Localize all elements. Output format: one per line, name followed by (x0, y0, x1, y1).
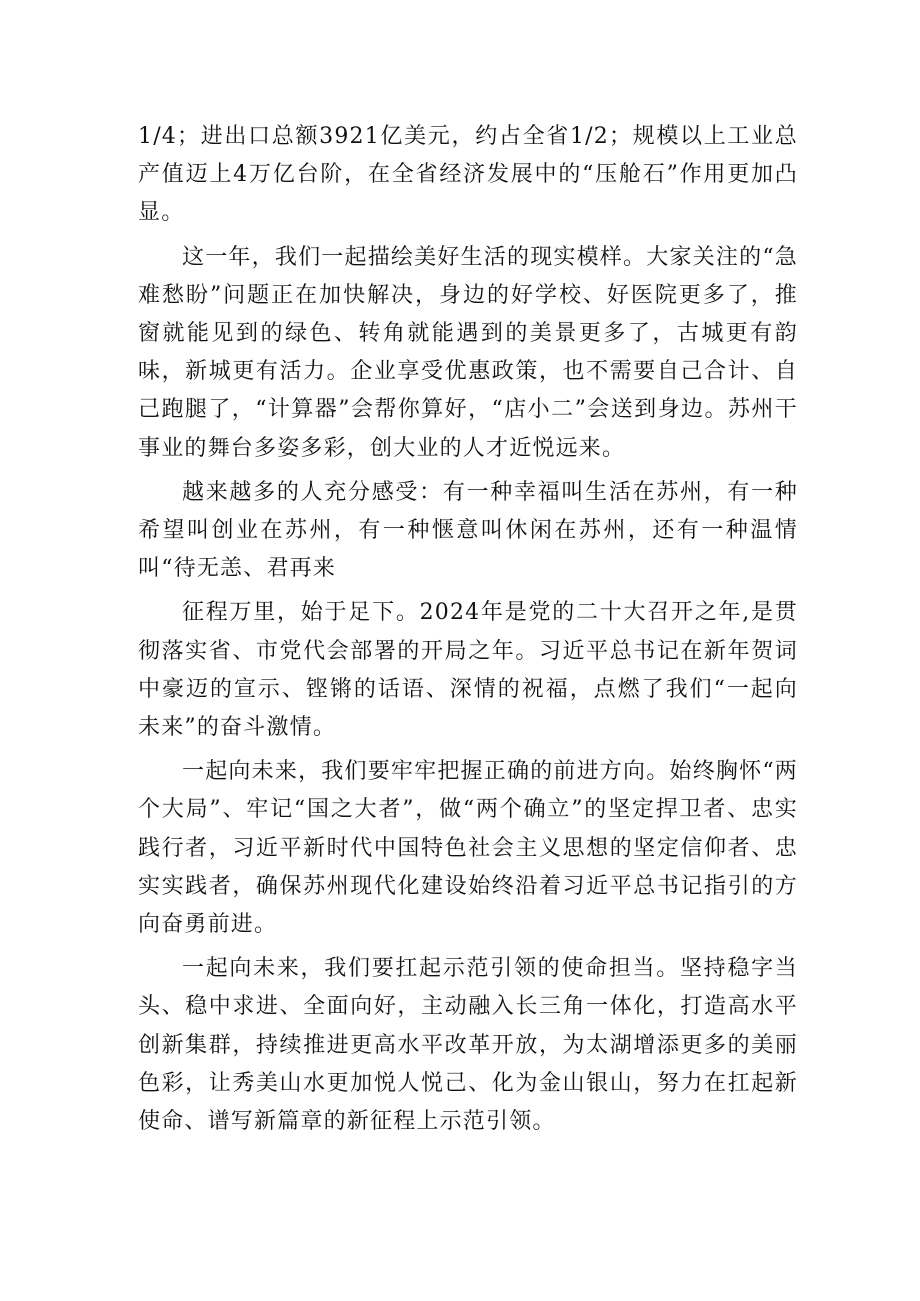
document-page (138, 118, 798, 1147)
paragraph-1: 1/4；进出口总额3921亿美元，约占全省1/2；规模以上工业总产值迈上4万亿台阶，在全省经济发展中的“压舱石”作用更加凸显。 (138, 124, 798, 226)
paragraph-2: 这一年，我们一起描绘美好生活的现实模样。大家关注的“急难愁盼”问题正在加快解决，身边的好学校、好医院更多了，推窗就能见到的绿色、转角就能遇到的美景更多了，古城更有韵味，新城更有活力。企业享受优惠政策，也不需要自己合计、自己跑腿了，“计算器”会帮你算好，“店小二”会送到身边。苏州干事业的舞台多姿多彩，创大业的人才近悦远来。 (138, 244, 798, 461)
paragraph-5: 一起向未来，我们要牢牢把握正确的前进方向。始终胸怀“两个大局”、牢记“国之大者”，做“两个确立”的坚定捍卫者、忠实践行者，习近平新时代中国特色社会主义思想的坚定信仰者、忠实实践者，确保苏州现代化建设始终沿着习近平总书记指引的方向奋勇前进。 (138, 759, 798, 938)
paragraph-6: 一起向未来，我们要扛起示范引领的使命担当。坚持稳字当头、稳中求进、全面向好，主动融入长三角一体化，打造高水平创新集群，持续推进更高水平改革开放，为太湖增添更多的美丽色彩，让秀美山水更加悦人悦己、化为金山银山，努力在扛起新使命、谱写新篇章的新征程上示范引领。 (138, 956, 798, 1135)
paragraph-3: 越来越多的人充分感受：有一种幸福叫生活在苏州，有一种希望叫创业在苏州，有一种惬意叫休闲在苏州，还有一种温情叫“待无恙、君再来 (138, 479, 798, 582)
paragraph-4: 征程万里，始于足下。2024年是党的二十大召开之年,是贯彻落实省、市党代会部署的开局之年。习近平总书记在新年贺词中豪迈的宣示、铿锵的话语、深情的祝福，点燃了我们“一起向未来”的奋斗激情。 (138, 600, 798, 741)
